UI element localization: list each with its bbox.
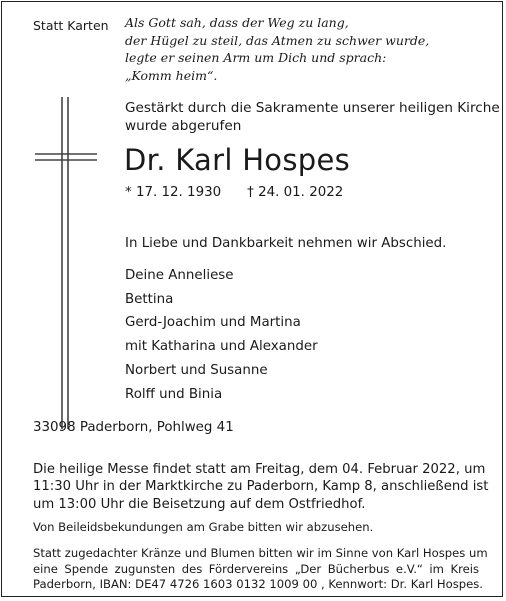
family-member: Norbert und Susanne [125, 362, 268, 378]
family-member: mit Katharina und Alexander [125, 339, 318, 355]
donation-line: Statt zugedachter Kränze und Blumen bitten wir im Sinne von Karl Hospes um [33, 546, 488, 560]
life-dates [125, 185, 343, 200]
family-member: Bettina [125, 291, 174, 307]
intro-text [125, 100, 500, 136]
condolence-note: Von Beileidsbekundungen am Grabe bitten wir abzusehen. [33, 520, 374, 534]
deceased-name: Dr. Karl Hospes [124, 143, 351, 177]
mass-line: Die heilige Messe findet statt am Freitag, dem 04. Februar 2022, um [33, 462, 486, 477]
family-list [125, 264, 318, 406]
mass-announcement [33, 461, 489, 513]
poem-line: Als Gott sah, dass der Weg zu lang, [125, 15, 349, 30]
cross-icon [35, 97, 97, 429]
poem-line: „Komm heim“. [125, 67, 218, 83]
intro-line: wurde abgerufen [125, 117, 242, 134]
poem-line: legte er seinen Arm um Dich und sprach: [125, 50, 387, 66]
mass-line: 11:30 Uhr in der Marktkirche zu Paderborn, Kamp 8, anschließend ist [33, 479, 489, 495]
birth-date: * 17. 12. 1930 [125, 185, 222, 200]
intro-line: Gestärkt durch die Sakramente unserer heiligen Kirche [125, 100, 500, 116]
donation-line: Paderborn, IBAN: DE47 4726 1603 0132 1009 00 , Kennwort: Dr. Karl Hospes. [33, 577, 483, 591]
family-member: Deine Anneliese [125, 268, 234, 283]
family-member: Rolff und Binia [125, 386, 223, 402]
obituary-notice [1, 1, 503, 597]
statt-karten-label: Statt Karten [33, 18, 109, 33]
poem [125, 14, 429, 84]
mass-line: um 13:00 Uhr die Beisetzung auf dem Ostfriedhof. [33, 496, 366, 512]
death-date: † 24. 01. 2022 [247, 185, 344, 200]
poem-line: der Hügel zu steil, das Atmen zu schwer wurde, [125, 32, 430, 48]
address: 33098 Paderborn, Pohlweg 41 [33, 420, 234, 435]
donation-note [33, 546, 488, 593]
farewell-line: In Liebe und Dankbarkeit nehmen wir Abschied. [125, 236, 447, 251]
family-member: Gerd-Joachim und Martina [125, 315, 301, 331]
donation-line: eine Spende zugunsten des Fördervereins „Der Bücherbus e.V.“ im Kreis [33, 561, 479, 576]
